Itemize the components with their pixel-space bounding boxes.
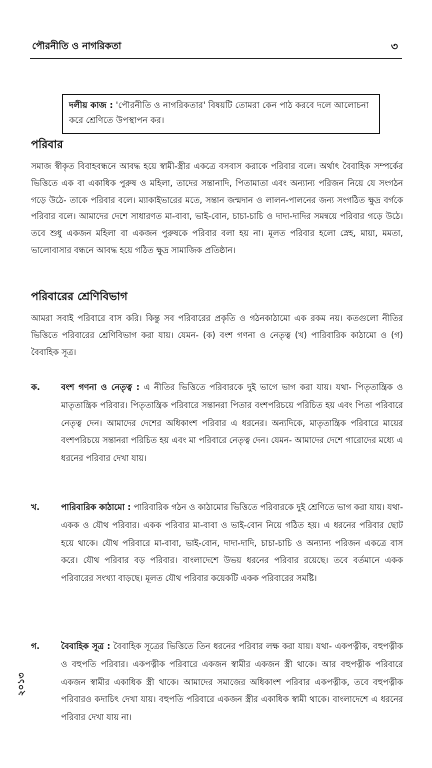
side-margin-number: ২০১৩ bbox=[17, 672, 27, 696]
list-item-structure bbox=[31, 499, 403, 588]
header-rule bbox=[30, 58, 402, 59]
list-item-lineage bbox=[31, 379, 403, 468]
list-item-marriage bbox=[31, 638, 403, 727]
page-number: ৩ bbox=[390, 40, 398, 53]
list-item-title: বৈবাহিক সূত্র : bbox=[61, 641, 111, 651]
classification-paragraph: আমরা সবাই পরিবারে বাস করি। কিন্তু সব পরিবারের প্রকৃতি ও গঠনকাঠামো এক রকম নয়। কতগুলো নীতির ভিত্তিতে পরিবারের শ্রেণিবিভাগ করা যায়। যেমন- (ক) বংশ গণনা ও নেতৃত্ব (খ) পারিবারিক কাঠামো ও (গ) বৈবাহিক সূত্র। bbox=[31, 313, 403, 357]
list-item-label: গ. bbox=[31, 641, 40, 651]
list-item-text: এ নীতির ভিত্তিতে পরিবারকে দুই ভাগে ভাগ করা যায়। যথা- পিতৃতান্ত্রিক ও মাতৃতান্ত্রিক পরিবার। পিতৃতান্ত্রিক পরিবারে সন্তানরা পিতার বংশপরিচয়ে পরিচিত হয় এবং পিতা পরিবারে নেতৃত্ব দেন। আমাদের দেশের অধিকাংশ পরিবার এ ধরনের। অন্যদিকে, মাতৃতান্ত্রিক পরিবারে মায়ের বংশপরিচয়ে সন্তানরা পরিচিত হয় এবং মা পরিবারে নেতৃত্ব দেন। যেমন- আমাদের দেশে গারোদের মধ্যে এ ধরনের পরিবার দেখা যায়। bbox=[61, 382, 403, 464]
list-item-text: বৈবাহিক সূত্রের ভিত্তিতে তিন ধরনের পরিবার লক্ষ করা যায়। যথা- একপত্নীক, বহুপত্নীক ও বহুপতি পরিবার। একপত্নীক পরিবারে একজন স্বামীর একজন স্ত্রী থাকে। আর বহুপত্নীক পরিবারে একজন স্বামীর একাধিক স্ত্রী থাকে। আমাদের সমাজের অধিকাংশ পরিবার একপত্নীক, তবে বহুপত্নীক পরিবারও কদাচিৎ দেখা যায়। বহুপতি পরিবারে একজন স্ত্রীর একাধিক স্বামী থাকে। বাংলাদেশে এ ধরনের পরিবার দেখা যায় না। bbox=[61, 641, 403, 723]
group-task-label: দলীয় কাজ : bbox=[69, 101, 114, 111]
classification-heading: পরিবারের শ্রেণিবিভাগ bbox=[31, 290, 128, 303]
list-item-label: খ. bbox=[31, 502, 40, 512]
list-item-title: বংশ গণনা ও নেতৃত্ব : bbox=[61, 382, 140, 392]
running-title: পৌরনীতি ও নাগরিকতা bbox=[32, 41, 122, 52]
group-task-box bbox=[62, 94, 380, 134]
list-item-label: ক. bbox=[31, 382, 41, 392]
group-task-text: 'পৌরনীতি ও নাগরিকতার' বিষয়টি তোমরা কেন পাঠ করবে দলে আলোচনা করে শ্রেণিতে উপস্থাপন কর। bbox=[69, 101, 369, 126]
list-item-text: পারিবারিক গঠন ও কাঠামোর ভিত্তিতে পরিবারকে দুই শ্রেণিতে ভাগ করা যায়। যথা- একক ও যৌথ পরিবার। একক পরিবার মা-বাবা ও ভাই-বোন নিয়ে গঠিত হয়। এ ধরনের পরিবার ছোট হয়ে থাকে। যৌথ পরিবারে মা-বাবা, ভাই-বোন, দাদা-দাদি, চাচা-চাচি ও অন্যান্য পরিজন একত্রে বাস করে। যৌথ পরিবার বড় পরিবার। বাংলাদেশে উভয় ধরনের পরিবার রয়েছে। তবে বর্তমানে একক পরিবারের সংখ্যা বাড়ছে। মূলত যৌথ পরিবার কয়েকটি একক পরিবারের সমষ্টি। bbox=[61, 502, 404, 584]
family-section bbox=[31, 136, 403, 259]
list-item-title: পারিবারিক কাঠামো : bbox=[61, 502, 131, 512]
classification-section bbox=[31, 288, 403, 360]
family-heading: পরিবার bbox=[31, 138, 64, 151]
family-paragraph: সমাজ স্বীকৃত বিবাহবন্ধনে আবদ্ধ হয়ে স্বামী-স্ত্রীর একত্রে বসবাস করাকে পরিবার বলে। অর্থাৎ বৈবাহিক সম্পর্কের ভিত্তিতে এক বা একাধিক পুরুষ ও মহিলা, তাদের সন্তানাদি, পিতামাতা এবং অন্যান্য পরিজন নিয়ে যে সংগঠন গড়ে উঠে- তাকে পরিবার বলে। ম্যাকাইভারের মতে, সন্তান জন্মদান ও লালন-পালনের জন্য সংগঠিত ক্ষুদ্র বর্গকে পরিবার বলে। আমাদের দেশে সাধারণত মা-বাবা, ভাই-বোন, চাচা-চাচি ও দাদা-দাদির সমন্বয়ে পরিবার গড়ে উঠে। তবে শুধু একজন মহিলা বা একজন পুরুষকে পরিবার বলা হয় না। মূলত পরিবার হলো স্নেহ, মায়া, মমতা, ভালোবাসার বন্ধনে আবদ্ধ হয়ে গঠিত ক্ষুদ্র সামাজিক প্রতিষ্ঠান। bbox=[31, 161, 403, 255]
